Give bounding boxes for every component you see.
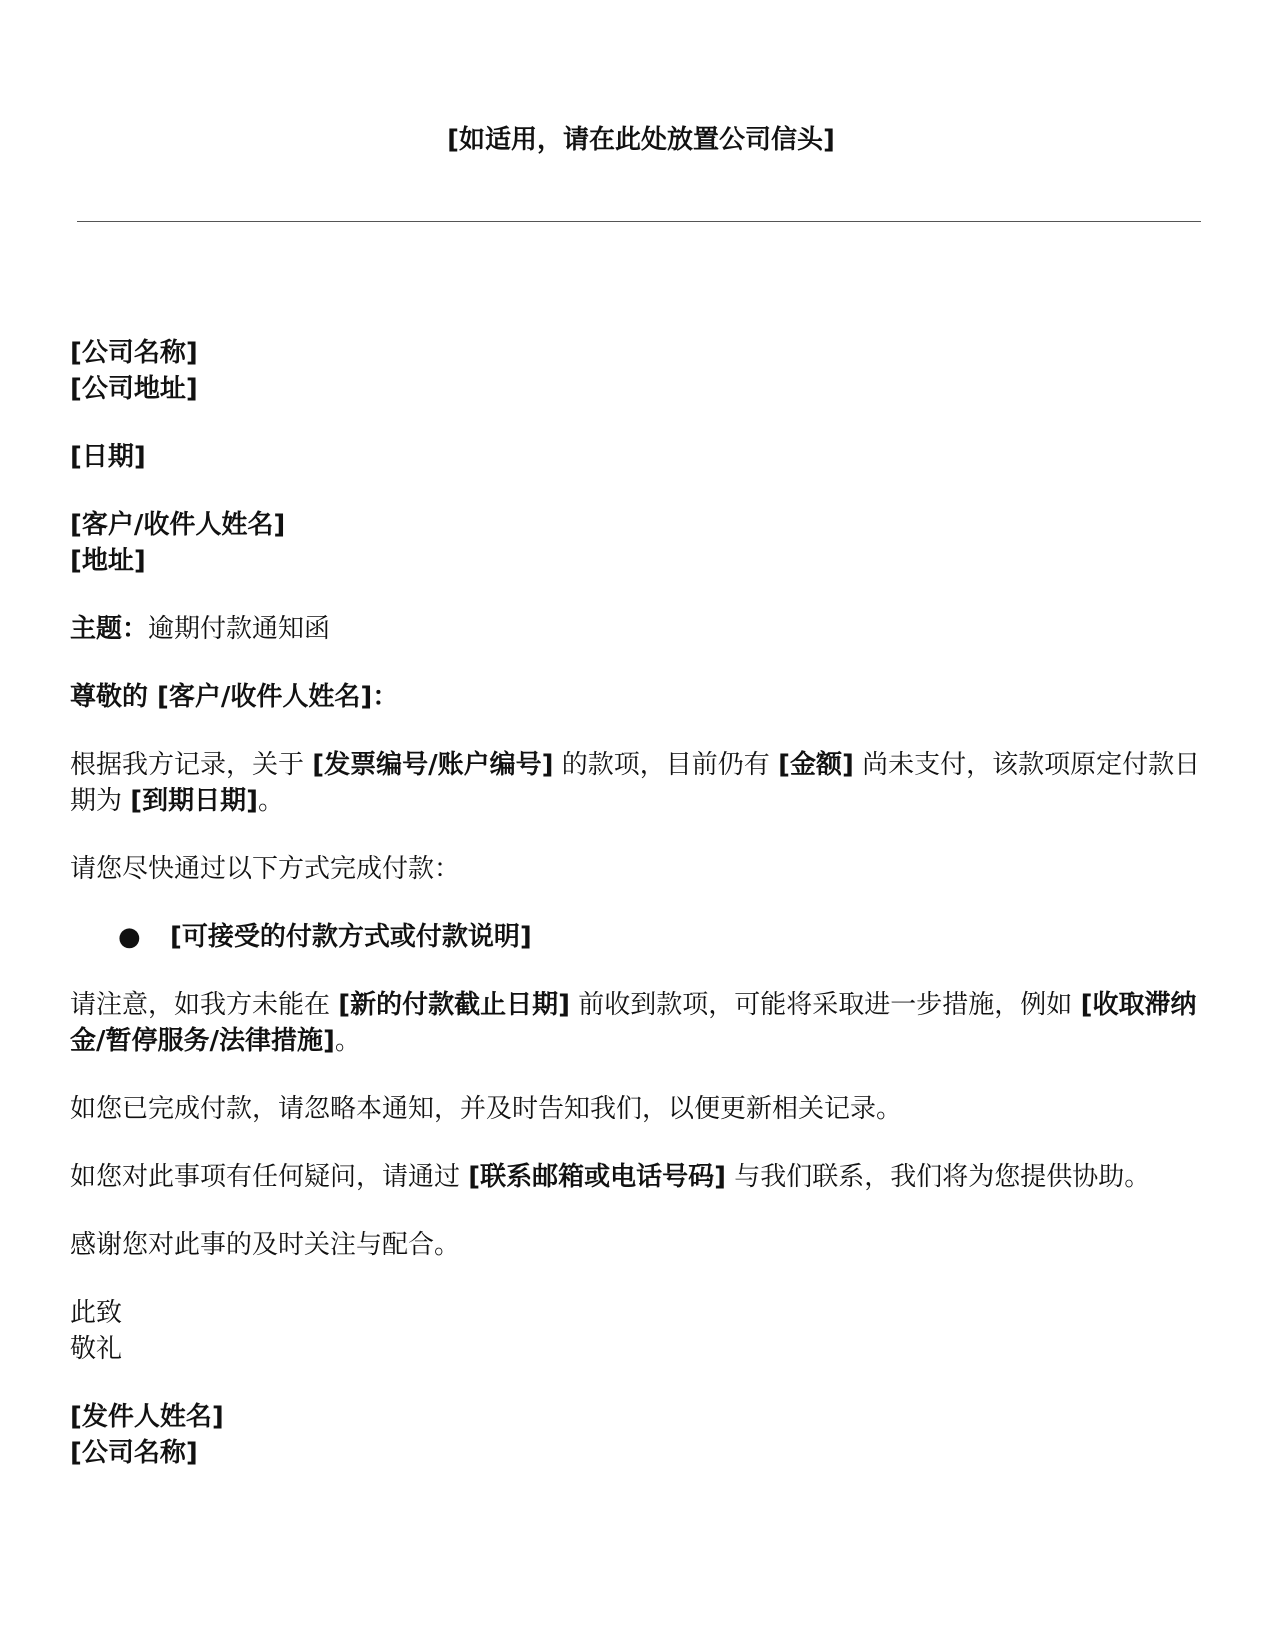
date-line — [70, 439, 1210, 475]
para5-text-2: 与我们联系，我们将为您提供协助。 — [726, 1162, 1151, 1192]
subject-value: 逾期付款通知函 — [148, 614, 331, 644]
recipient-address: [地址] — [70, 546, 146, 576]
paragraph-already-paid: 如您已完成付款，请忽略本通知，并及时告知我们，以便更新相关记录。 — [70, 1094, 903, 1124]
subject-line — [70, 611, 1210, 647]
para3-text-1: 请注意，如我方未能在 — [70, 990, 339, 1020]
letter-body — [70, 335, 1210, 1471]
para3-text-3: 。 — [334, 1026, 361, 1056]
letter-date: [日期] — [70, 442, 146, 472]
para1-text-2: 的款项，目前仍有 — [553, 750, 779, 780]
sender-block — [70, 335, 1210, 407]
payment-method-item — [70, 919, 1210, 955]
recipient-block — [70, 507, 1210, 579]
paragraph-request: 请您尽快通过以下方式完成付款： — [70, 854, 461, 884]
letterhead-placeholder: [如适用，请在此处放置公司信头] — [447, 125, 835, 155]
due-date-placeholder: [到期日期] — [130, 786, 259, 816]
salutation: 尊敬的 [客户/收件人姓名]： — [70, 682, 399, 712]
para3-text-2: 前收到款项，可能将采取进一步措施，例如 — [570, 990, 1081, 1020]
actions-placeholder: [收取滞纳金/暂停服务/法律措施] — [70, 990, 1197, 1056]
para5-text-1: 如您对此事项有任何疑问，请通过 — [70, 1162, 469, 1192]
signature-sender-name: [发件人姓名] — [70, 1402, 224, 1432]
sender-company-name: [公司名称] — [70, 338, 198, 368]
paragraph-consequences — [70, 987, 1210, 1059]
amount-placeholder: [金额] — [778, 750, 854, 780]
signature-block — [70, 1399, 1210, 1471]
closing-line-1: 此致 — [70, 1298, 123, 1328]
subject-label: 主题： — [70, 614, 149, 644]
deadline-placeholder: [新的付款截止日期] — [338, 990, 571, 1020]
paragraph-thanks: 感谢您对此事的及时关注与配合。 — [70, 1230, 461, 1260]
para1-text-1: 根据我方记录，关于 — [70, 750, 313, 780]
closing-block — [70, 1295, 1210, 1367]
recipient-name: [客户/收件人姓名] — [70, 510, 286, 540]
invoice-number-placeholder: [发票编号/账户编号] — [312, 750, 554, 780]
closing-line-2: 敬礼 — [70, 1334, 123, 1364]
header-divider — [77, 221, 1201, 222]
bullet-icon: ● — [118, 922, 141, 952]
signature-company-name: [公司名称] — [70, 1438, 198, 1468]
paragraph-contact — [70, 1159, 1210, 1195]
paragraph-outstanding — [70, 747, 1210, 819]
para1-text-3: 尚未支付，该款项原定付款日期为 — [70, 750, 1201, 816]
payment-method-placeholder: [可接受的付款方式或付款说明] — [170, 922, 532, 952]
contact-placeholder: [联系邮箱或电话号码] — [468, 1162, 727, 1192]
para1-text-4: 。 — [258, 786, 285, 816]
sender-company-address: [公司地址] — [70, 374, 198, 404]
